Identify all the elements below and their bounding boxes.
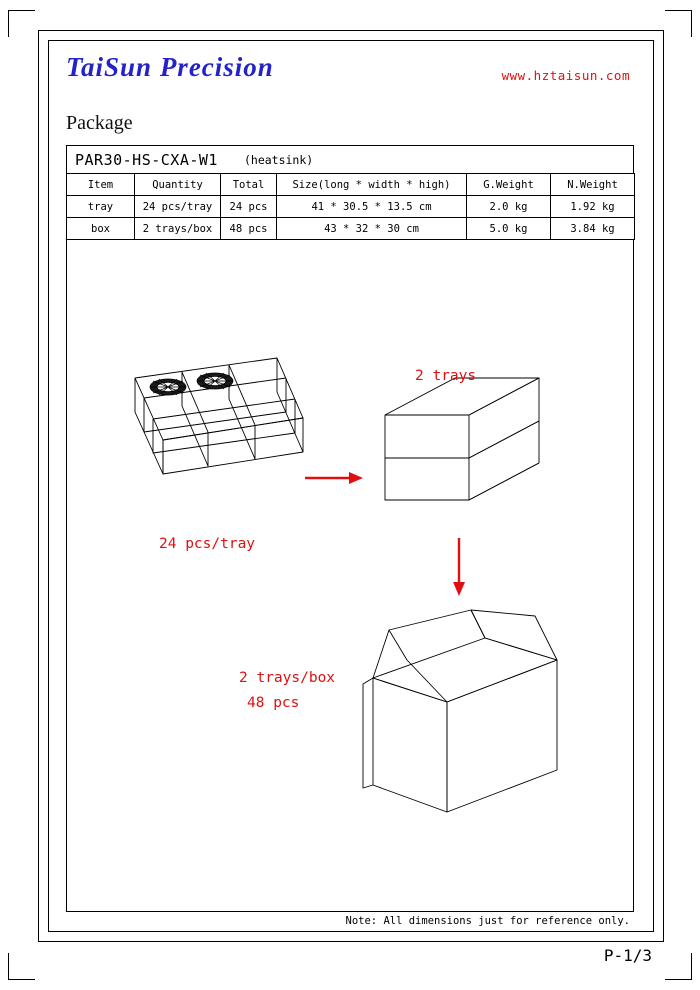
cell-nweight: 1.92 kg bbox=[551, 196, 635, 218]
arrow-right-icon bbox=[305, 472, 363, 484]
table-row bbox=[67, 196, 635, 218]
label-2-trays: 2 trays bbox=[415, 368, 477, 384]
crop-mark-bottom-left bbox=[8, 953, 35, 980]
cell-gweight: 2.0 kg bbox=[467, 196, 551, 218]
cell-quantity: 24 pcs/tray bbox=[135, 196, 221, 218]
table-row bbox=[67, 218, 635, 240]
cell-quantity: 2 trays/box bbox=[135, 218, 221, 240]
cell-item: tray bbox=[67, 196, 135, 218]
crop-mark-top-left bbox=[8, 10, 35, 37]
cell-size: 43 * 32 * 30 cm bbox=[277, 218, 467, 240]
label-trays-per-box: 2 trays/box bbox=[239, 670, 336, 686]
cell-gweight: 5.0 kg bbox=[467, 218, 551, 240]
package-table-wrapper bbox=[66, 145, 634, 240]
diagram-svg bbox=[67, 240, 634, 912]
heatsink-part bbox=[150, 379, 186, 395]
carton-box-illustration bbox=[363, 610, 557, 812]
label-total-pcs: 48 pcs bbox=[247, 695, 300, 711]
column-header-size: Size(long * width * high) bbox=[277, 174, 467, 196]
footer-note: Note: All dimensions just for reference only. bbox=[345, 915, 630, 927]
company-logo-text: TaiSun Precision bbox=[66, 52, 274, 82]
column-header-item: Item bbox=[67, 174, 135, 196]
label-pcs-per-tray: 24 pcs/tray bbox=[159, 536, 256, 552]
column-header-gweight: G.Weight bbox=[467, 174, 551, 196]
cell-total: 48 pcs bbox=[221, 218, 277, 240]
package-diagram bbox=[66, 240, 634, 912]
cell-total: 24 pcs bbox=[221, 196, 277, 218]
page-number: P-1/3 bbox=[603, 946, 652, 965]
page-title: Package bbox=[66, 112, 133, 134]
column-header-nweight: N.Weight bbox=[551, 174, 635, 196]
crop-mark-top-right bbox=[665, 10, 692, 37]
crop-mark-bottom-right bbox=[665, 953, 692, 980]
arrow-down-icon bbox=[453, 538, 465, 596]
table-header-row bbox=[67, 174, 635, 196]
column-header-total: Total bbox=[221, 174, 277, 196]
package-table bbox=[66, 173, 635, 240]
part-number: PAR30-HS-CXA-W1 bbox=[75, 150, 218, 169]
cell-size: 41 * 30.5 * 13.5 cm bbox=[277, 196, 467, 218]
part-description: (heatsink) bbox=[243, 152, 314, 167]
part-number-header bbox=[66, 145, 634, 173]
cell-nweight: 3.84 kg bbox=[551, 218, 635, 240]
column-header-quantity: Quantity bbox=[135, 174, 221, 196]
website-link[interactable]: www.hztaisun.com bbox=[501, 68, 630, 83]
cell-item: box bbox=[67, 218, 135, 240]
heatsink-part bbox=[197, 373, 233, 389]
stacked-trays-illustration bbox=[385, 378, 539, 500]
